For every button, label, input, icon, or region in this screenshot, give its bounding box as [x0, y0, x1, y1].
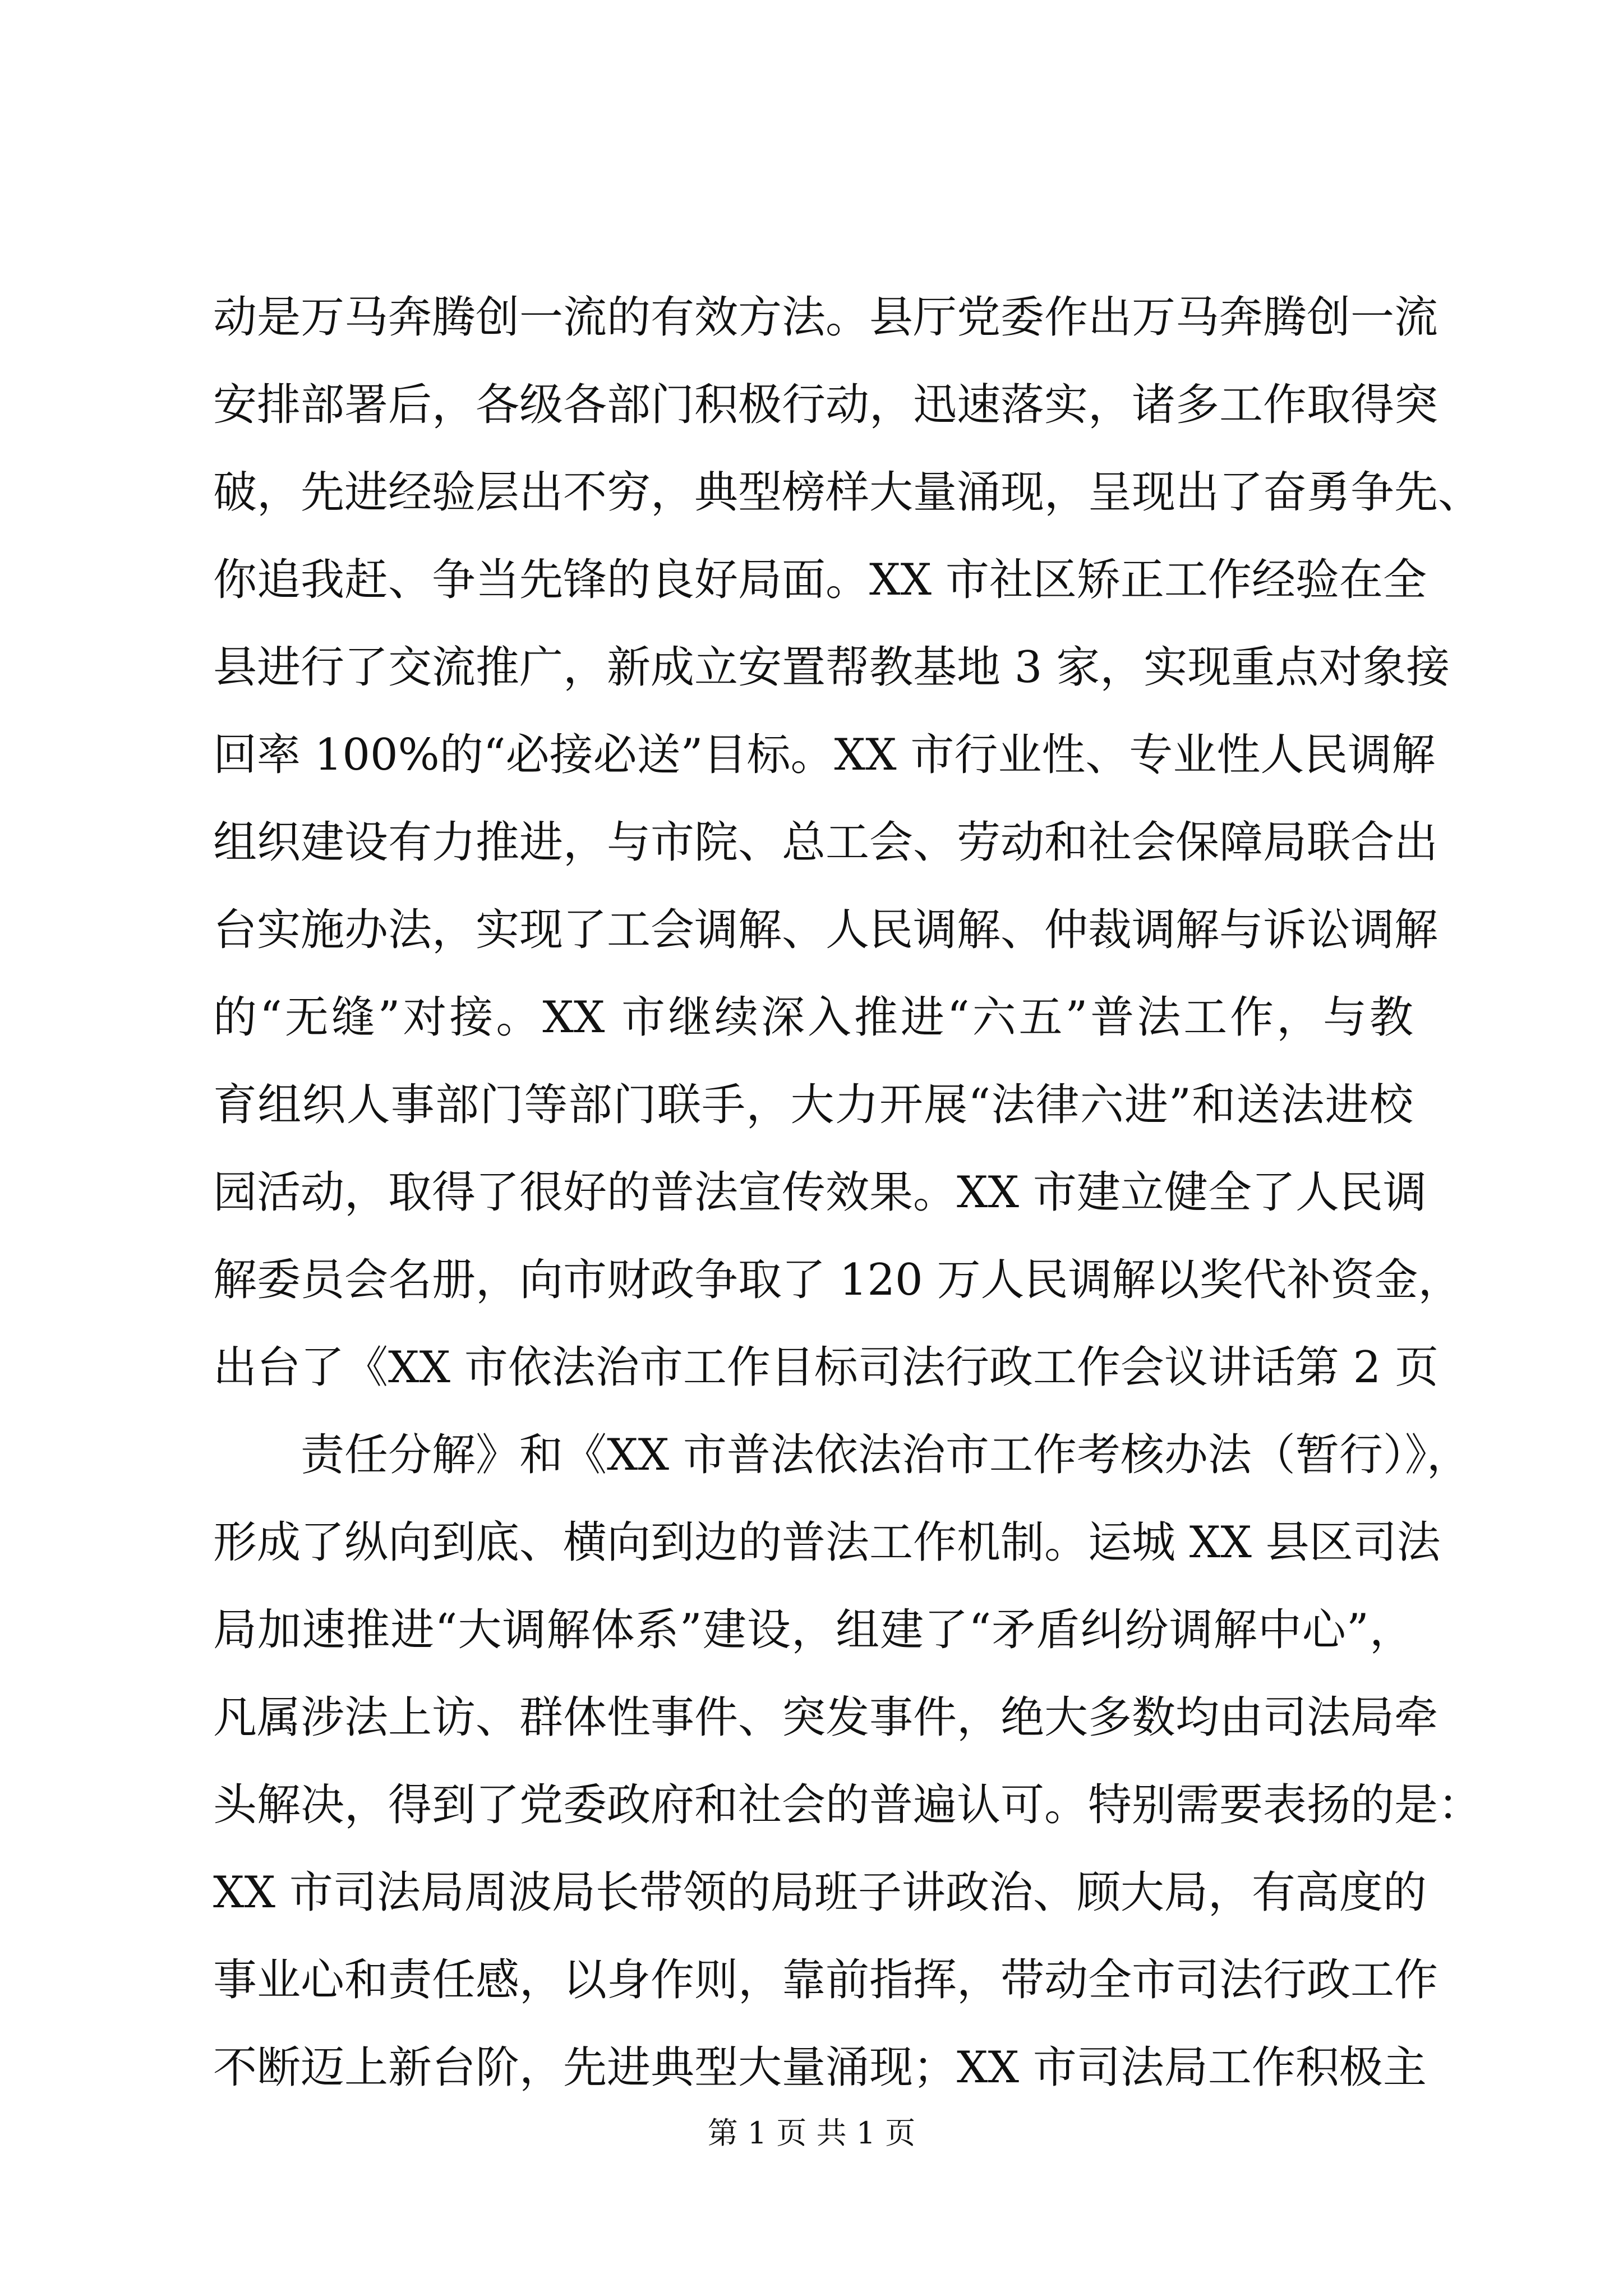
text-line: XX 市司法局周波局长带领的局班子讲政治、顾大局，有高度的: [213, 1867, 1427, 1918]
text-line: 县进行了交流推广，新成立安置帮教基地 3 家，实现重点对象接: [213, 642, 1450, 693]
text-line: 的“无缝”对接。XX 市继续深入推进“六五”普法工作，与教: [213, 992, 1413, 1043]
text-line: 凡属涉法上访、群体性事件、突发事件，绝大多数均由司法局牵: [213, 1692, 1438, 1743]
text-line: 园活动，取得了很好的普法宣传效果。XX 市建立健全了人民调: [213, 1167, 1427, 1218]
text-line: 组织建设有力推进，与市院、总工会、劳动和社会保障局联合出: [213, 817, 1438, 868]
text-line: 安排部署后，各级各部门积极行动，迅速落实，诸多工作取得突: [213, 380, 1438, 430]
text-line: 你追我赶、争当先锋的良好局面。XX 市社区矫正工作经验在全: [213, 555, 1427, 605]
text-line: 出台了《XX 市依法治市工作目标司法行政工作会议讲话第 2 页: [213, 1342, 1439, 1393]
text-line: 局加速推进“大调解体系”建设，组建了“矛盾纠纷调解中心”，: [213, 1605, 1413, 1655]
text-line: 事业心和责任感，以身作则，靠前指挥，带动全市司法行政工作: [213, 1955, 1438, 2005]
text-line: 台实施办法，实现了工会调解、人民调解、仲裁调解与诉讼调解: [213, 905, 1438, 955]
text-line: 责任分解》和《XX 市普法依法治市工作考核办法（暂行）》，: [301, 1430, 1470, 1480]
page-footer: 第 1 页 共 1 页: [707, 2115, 916, 2151]
text-line: 解委员会名册，向市财政争取了 120 万人民调解以奖代补资金，: [213, 1255, 1462, 1305]
text-line: 头解决，得到了党委政府和社会的普遍认可。特别需要表扬的是：: [213, 1780, 1482, 1830]
text-line: 回率 100%的“必接必送”目标。XX 市行业性、专业性人民调解: [213, 730, 1436, 780]
body-text: [213, 274, 1482, 2111]
text-line: 形成了纵向到底、横向到边的普法工作机制。运城 XX 县区司法: [213, 1517, 1441, 1568]
text-line: 育组织人事部门等部门联手，大力开展“法律六进”和送法进校: [213, 1080, 1413, 1130]
text-line: 破，先进经验层出不穷，典型榜样大量涌现，呈现出了奋勇争先、: [213, 467, 1482, 518]
text-line: 不断迈上新台阶，先进典型大量涌现；XX 市司法局工作积极主: [213, 2042, 1427, 2093]
text-line: 动是万马奔腾创一流的有效方法。县厅党委作出万马奔腾创一流: [213, 292, 1438, 343]
